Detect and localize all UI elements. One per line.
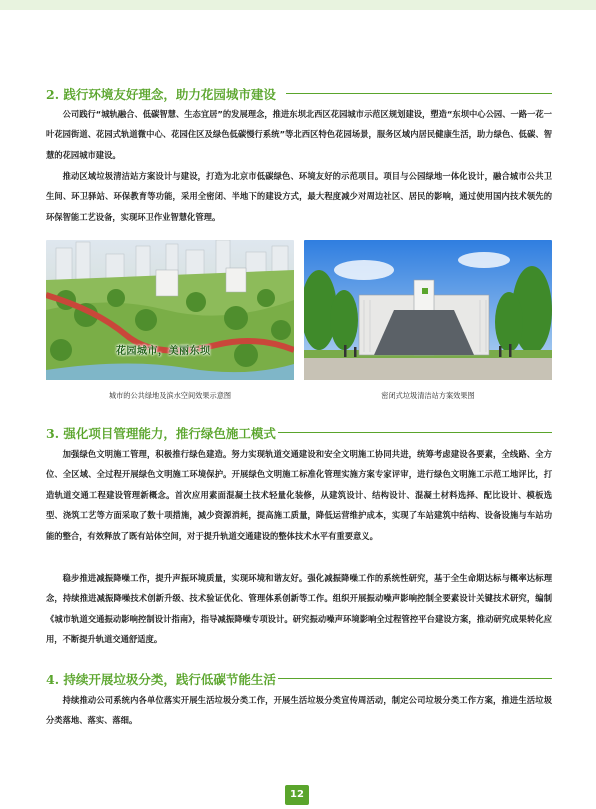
section-2-rule bbox=[286, 93, 552, 94]
page-number: 12 bbox=[285, 785, 309, 805]
rendering-overlay-text: 花园城市，美丽东坝 bbox=[116, 346, 211, 357]
section-3-rule bbox=[278, 432, 552, 433]
left-image-caption: 城市的公共绿地及滨水空间效果示意图 bbox=[108, 391, 232, 400]
section-2-paragraph-2: 推动区域垃圾清洁站方案设计与建设，打造为北京市低碳绿色、环境友好的示范项目。项目与公园绿地一体化设计，融合城市公共卫生间、环卫驿站、环保教育等功能，采用全密闭、半地下的建设方式，最大程度减少对周边社区、居民的影响，通过使用国内技术领先的环保智能工艺设备，实现环卫作业智慧化管理。 bbox=[46, 171, 552, 222]
park-waterfront-rendering bbox=[46, 240, 294, 380]
section-2-heading: 2. 践行环境友好理念，助力花园城市建设 bbox=[46, 87, 276, 102]
section-3-paragraph-2: 稳步推进减振降噪工作，提升声振环境质量，实现环境和谐友好。强化减振降噪工作的系统性研究，基于全生命期达标与概率达标理念，持续推进减振降噪技术创新升级、技术验证优化、管理体系创新等工作。组织开展振动噪声影响控制全要素设计关键技术研究，编制《城市轨道交通振动影响控制设计指南》，指导减振降噪专项设计。研究振动噪声环境影响全过程管控平台建设方案，推动研究成果转化应用，不断提升轨道交通舒适度。 bbox=[46, 573, 552, 645]
right-image-caption: 密闭式垃圾清洁站方案效果图 bbox=[381, 391, 475, 400]
section-4-rule bbox=[278, 678, 552, 679]
section-3-heading: 3. 强化项目管理能力，推行绿色施工模式 bbox=[46, 426, 276, 441]
section-3-paragraph-1: 加强绿色文明施工管理，积极推行绿色建造。努力实现轨道交通建设和安全文明施工协同共进，统筹考虑建设各要素，全线路、全方位、全区域、全过程开展绿色文明施工环境保护。开展绿色文明施工标准化管理实施方案专家评审，进行绿色文明施工示范工地评比，打造轨道交通工程建设管理新概念。首次应用素面混凝土技术轻量化装修，从建筑设计、结构设计、混凝土材料选择、配比设计、模板选型、浇筑工艺等方面采取了数十项措施，减少资源消耗，提高施工质量，降低运营维护成本，实现了车站建筑中结构、设备设施与车站功能的整合，有效释放了既有站体空间，对于提升轨道交通建设的整体技术水平有重要意义。 bbox=[46, 449, 552, 541]
section-4-heading: 4. 持续开展垃圾分类，践行低碳节能生活 bbox=[46, 672, 276, 687]
section-2-paragraph-1: 公司践行“城轨融合、低碳智慧、生态宜居”的发展理念，推进东坝北西区花园城市示范区规划建设，塑造“东坝中心公园、一路一花一叶花园街道、花园式轨道微中心、花园住区及绿色低碳慢行系统”等北西区特色花园场景，服务区域内居民健康生活，助力绿色、低碳、智慧的花园城市建设。 bbox=[46, 109, 552, 160]
section-4-paragraph-1: 持续推动公司系统内各单位落实开展生活垃圾分类工作，开展生活垃圾分类宣传周活动，制定公司垃圾分类工作方案，推进生活垃圾分类落地、落实、落细。 bbox=[46, 695, 552, 726]
waste-station-rendering bbox=[304, 240, 552, 380]
top-band bbox=[0, 0, 596, 10]
